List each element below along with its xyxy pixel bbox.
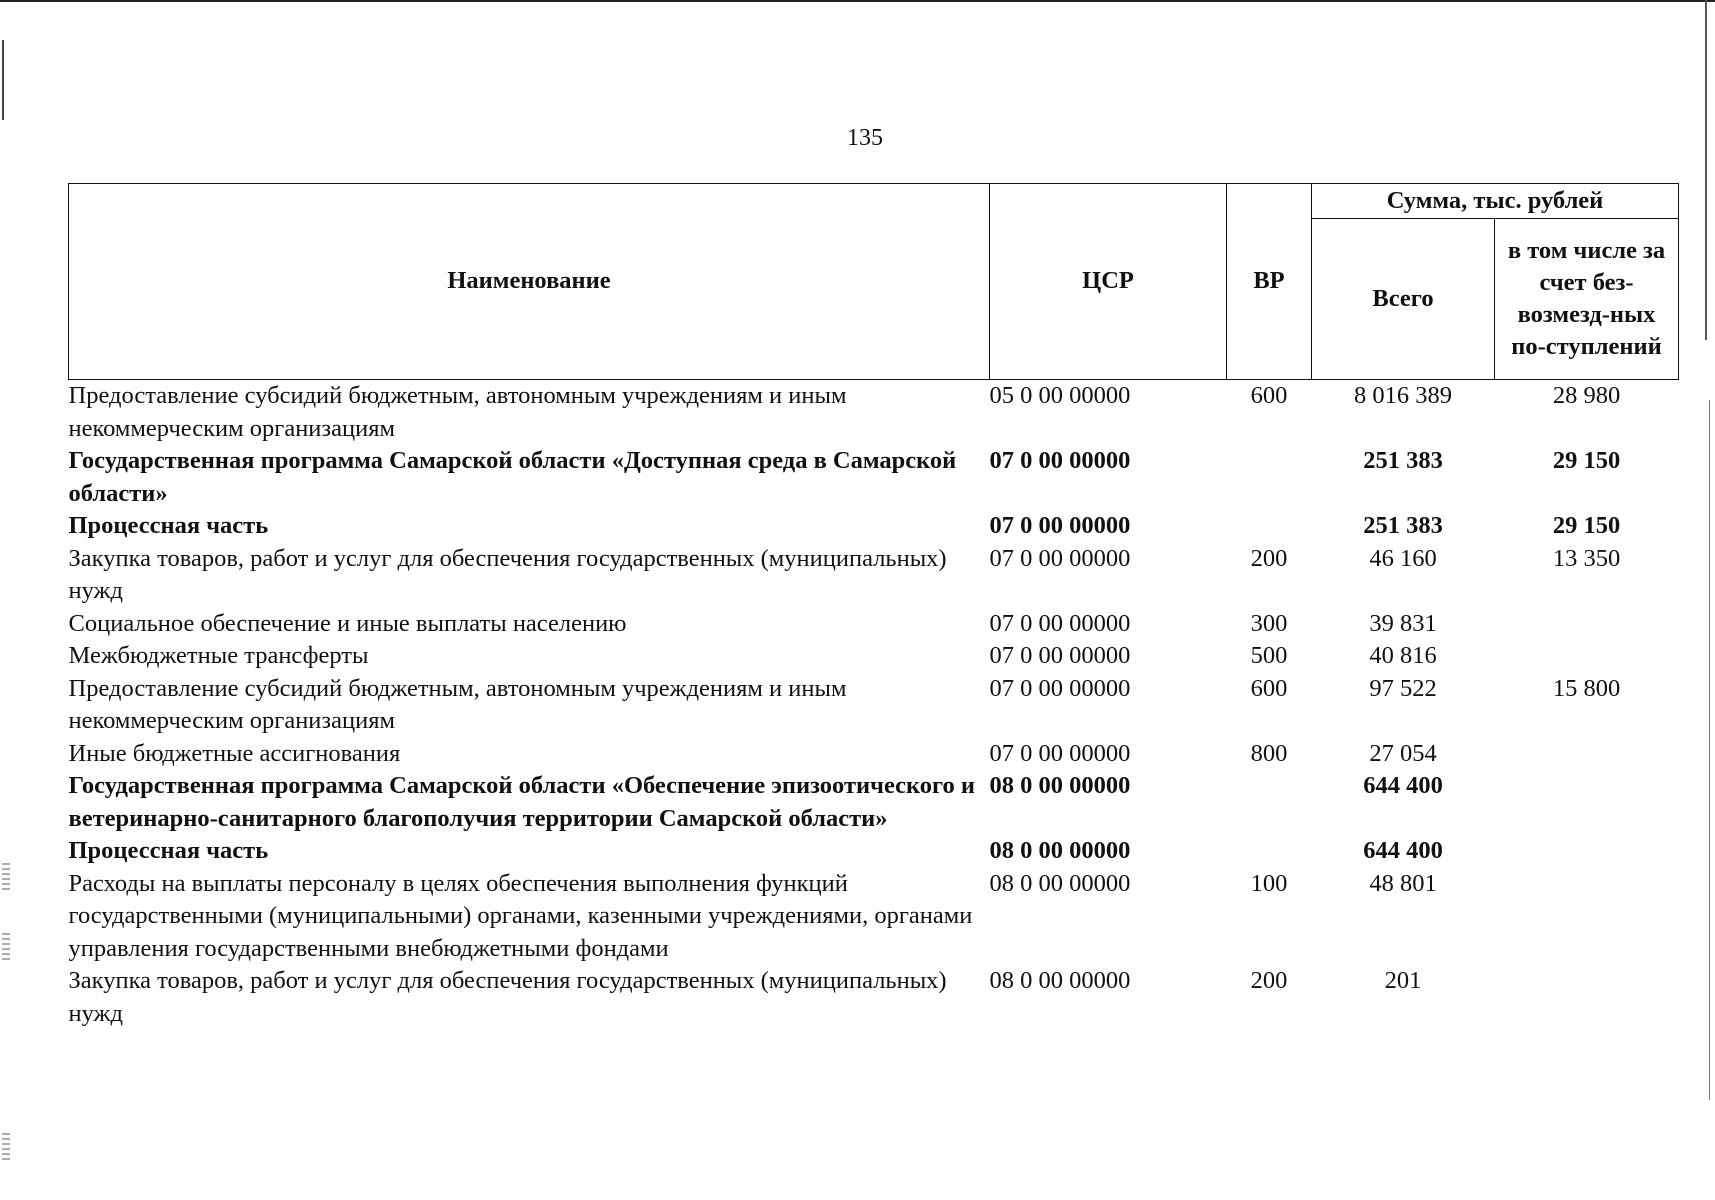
- row-total: 48 801: [1369, 869, 1437, 897]
- row-total: 644 400: [1363, 772, 1443, 799]
- row-csr: 07 0 00 00000: [989, 739, 1131, 767]
- row-free-receipts: 13 350: [1552, 544, 1621, 572]
- row-total: 27 054: [1369, 739, 1437, 767]
- scan-top-edge: [0, 0, 1715, 2]
- row-name: Процессная часть: [68, 837, 269, 864]
- page-number: 135: [847, 125, 883, 151]
- row-name: Процессная часть: [68, 512, 269, 539]
- header-csr: ЦСР: [990, 184, 1227, 380]
- table-row: [69, 770, 1679, 835]
- header-sum-group: Сумма, тыс. рублей: [1312, 184, 1679, 219]
- row-vr: [1227, 770, 1312, 835]
- row-total: 251 383: [1363, 512, 1443, 539]
- row-total: 201: [1384, 967, 1422, 994]
- row-vr: 600: [1250, 674, 1288, 702]
- row-name: Предоставление субсидий бюджетным, автономным учреждениям и иным некоммерческим организациям: [68, 674, 847, 734]
- row-name: Межбюджетные трансферты: [68, 642, 369, 669]
- row-free-receipts: [1495, 640, 1679, 673]
- row-free-receipts: [1495, 738, 1679, 771]
- header-name: Наименование: [69, 184, 990, 380]
- table-row: [69, 673, 1679, 738]
- scan-noise: [2, 930, 10, 960]
- row-free-receipts: [1495, 868, 1679, 966]
- row-vr: [1227, 445, 1312, 510]
- table-row: [69, 835, 1679, 868]
- row-name: Закупка товаров, работ и услуг для обеспечения государственных (муниципальных) нужд: [68, 544, 947, 604]
- row-csr: 07 0 00 00000: [989, 512, 1131, 539]
- row-vr: 100: [1250, 869, 1288, 897]
- table-row: [69, 640, 1679, 673]
- table-row: [69, 543, 1679, 608]
- row-total: 39 831: [1369, 609, 1437, 637]
- row-total: 251 383: [1363, 447, 1443, 474]
- table-row: [69, 380, 1679, 446]
- row-free-receipts: 29 150: [1552, 512, 1621, 539]
- row-total: 46 160: [1369, 544, 1437, 572]
- scan-noise: [2, 1130, 10, 1160]
- row-csr: 07 0 00 00000: [989, 447, 1131, 474]
- row-csr: 08 0 00 00000: [989, 869, 1131, 897]
- row-name: Государственная программа Самарской области «Обеспечение эпизоотического и ветеринарно-санитарного благополучия территории Самарской области»: [68, 772, 976, 832]
- row-name: Социальное обеспечение и иные выплаты населению: [68, 609, 627, 637]
- header-free-receipts: в том числе за счет без-возмезд-ных по-ступлений: [1495, 219, 1679, 380]
- table-row: [69, 445, 1679, 510]
- scan-noise: [2, 860, 10, 890]
- row-vr: 600: [1250, 382, 1288, 409]
- header-vr: ВР: [1227, 184, 1312, 380]
- row-free-receipts: [1495, 608, 1679, 641]
- row-csr: 07 0 00 00000: [989, 609, 1131, 637]
- scan-left-edge: [2, 40, 4, 120]
- row-name: Расходы на выплаты персоналу в целях обеспечения выполнения функций государственными (муниципальными) органами, казенными учреждениями, органами управления государственными внебюджетными фондами: [68, 869, 973, 962]
- row-vr: 200: [1250, 544, 1288, 572]
- row-free-receipts: 15 800: [1552, 674, 1621, 702]
- row-free-receipts: [1495, 770, 1679, 835]
- table-row: [69, 608, 1679, 641]
- row-csr: 07 0 00 00000: [989, 674, 1131, 702]
- row-free-receipts: 29 150: [1552, 447, 1621, 474]
- table-row: [69, 868, 1679, 966]
- row-vr: 500: [1250, 642, 1288, 669]
- table-row: [69, 738, 1679, 771]
- row-csr: 08 0 00 00000: [989, 967, 1131, 994]
- table-body: [69, 380, 1679, 1031]
- scan-right-edge: [1705, 0, 1707, 340]
- row-vr: 200: [1250, 967, 1288, 994]
- row-csr: 07 0 00 00000: [989, 544, 1131, 572]
- scan-right-edge-lower: [1709, 400, 1710, 1100]
- table-row: [69, 510, 1679, 543]
- row-csr: 05 0 00 00000: [989, 382, 1131, 409]
- row-free-receipts: [1495, 835, 1679, 868]
- row-total: 644 400: [1363, 837, 1443, 864]
- row-free-receipts: 28 980: [1552, 382, 1621, 409]
- row-csr: 08 0 00 00000: [989, 837, 1131, 864]
- table-row: [69, 965, 1679, 1030]
- budget-table: [68, 183, 1679, 1030]
- row-name: Государственная программа Самарской области «Доступная среда в Самарской области»: [68, 447, 957, 507]
- header-total: Всего: [1312, 219, 1495, 380]
- row-total: 40 816: [1369, 642, 1437, 669]
- row-csr: 07 0 00 00000: [989, 642, 1131, 669]
- row-name: Иные бюджетные ассигнования: [68, 739, 401, 767]
- row-total: 8 016 389: [1354, 382, 1452, 409]
- row-vr: [1227, 510, 1312, 543]
- row-vr: [1227, 835, 1312, 868]
- row-vr: 300: [1250, 609, 1288, 637]
- row-free-receipts: [1495, 965, 1679, 1030]
- row-vr: 800: [1250, 739, 1288, 767]
- row-name: Предоставление субсидий бюджетным, автономным учреждениям и иным некоммерческим организациям: [68, 382, 847, 442]
- row-name: Закупка товаров, работ и услуг для обеспечения государственных (муниципальных) нужд: [68, 967, 947, 1027]
- row-total: 97 522: [1369, 674, 1437, 702]
- row-csr: 08 0 00 00000: [989, 772, 1131, 799]
